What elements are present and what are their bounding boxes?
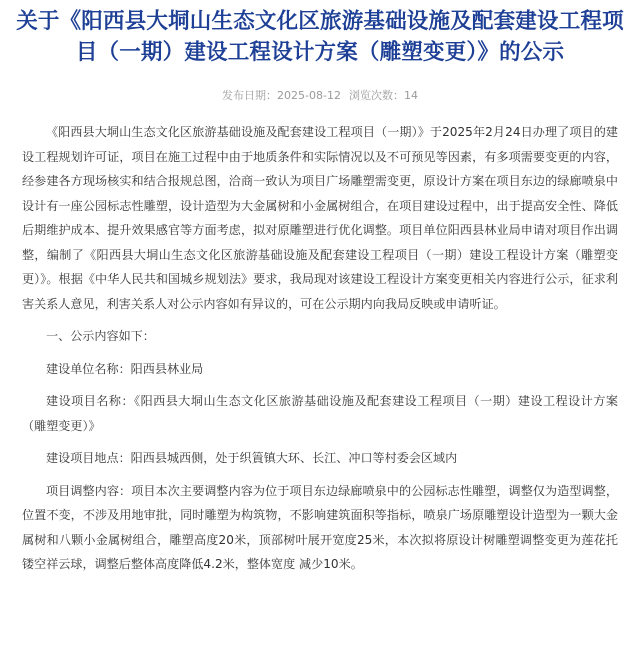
article-body — [0, 120, 640, 577]
publish-date-label: 发布日期： — [222, 89, 278, 102]
project-name: 建设项目名称：《阳西县大垌山生态文化区旅游基础设施及配套建设工程项目（一期）建设工程设计方案（雕塑变更）》 — [22, 394, 618, 433]
publish-date: 2025-08-12 — [277, 89, 341, 102]
article-meta — [0, 88, 640, 104]
adjustment-content: 项目调整内容：项目本次主要调整内容为位于项目东边绿廊喷泉中的公园标志性雕塑，调整仅为造型调整，位置不变，不涉及用地审批，同时雕塑为构筑物，不影响建筑面积等指标，喷泉广场原雕塑设计造型为一颗大金属树和八颗小金属树组合，雕塑高度20米，顶部树叶展开宽度25米，本次拟将原设计树雕塑调整变更为莲花托镂空祥云球，调整后整体高度降低4.2米，整体宽度 减少10米。 — [22, 483, 618, 571]
construction-unit: 建设单位名称：阳西县林业局 — [46, 361, 204, 376]
section-heading: 一、公示内容如下： — [46, 329, 155, 343]
view-count-label: 浏览次数： — [348, 89, 404, 102]
project-location: 建设项目地点：阳西县城西侧，处于织篢镇大环、长江、冲口等村委会区域内 — [46, 451, 458, 465]
view-count: 14 — [403, 89, 418, 102]
intro-paragraph: 《阳西县大垌山生态文化区旅游基础设施及配套建设工程项目（一期）》于2025年2月24日办理了项目的建设工程规划许可证，项目在施工过程中由于地质条件和实际情况以及不可预见等因素，有多项需要变更的内容，经参建各方现场核实和结合报规总图，洽商一致认为项目广场雕塑需变更，原设计方案在项目东边的绿廊喷泉中设计有一座公园标志性雕塑，设计造型为大金属树和小金属树组合，在项目建设过程中，出于提高安全性、降低后期维护成本、提升效果感官等方面考虑，拟对原雕塑进行优化调整。项目单位阳西县林业局申请对项目作出调整，编制了《阳西县大垌山生态文化区旅游基础设施及配套建设工程项目（一期）建设工程设计方案（雕塑变更）》。根据《中华人民共和国城乡规划法》要求，我局现对该建设工程设计方案变更相关内容进行公示，征求利害关系人意见，利害关系人对公示内容如有异议的，可在公示期内向我局反映或申请听证。 — [22, 125, 618, 311]
page-title: 关于《阳西县大垌山生态文化区旅游基础设施及配套建设工程项目（一期）建设工程设计方案（雕塑变更）》的公示 — [16, 9, 624, 65]
